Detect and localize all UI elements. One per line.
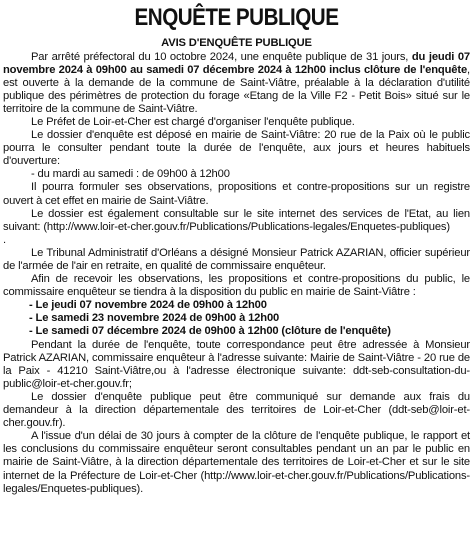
enquiry-dates: du jeudi 07 novembre 2024 à 09h00 au samedi 07 décembre 2024 à 12h00 inclus clôture de l'enquête	[3, 50, 470, 76]
notice-paragraph-communication: Le dossier d'enquête publique peut être communiqué sur demande aux frais du demandeur à la direction départementale des territoires de Loir-et-Cher (ddt-seb@loir-et-cher.gouv.fr).	[3, 390, 470, 430]
notice-paragraph-prefet: Le Préfet de Loir-et-Cher est chargé d'organiser l'enquête publique.	[31, 115, 355, 128]
notice-paragraph-internet-end: .	[3, 233, 6, 246]
intro-text: Par arrêté préfectoral du 10 octobre 2024, une enquête publique de 31 jours,	[31, 50, 412, 63]
notice-paragraph-correspondance: Pendant la durée de l'enquête, toute correspondance peut être adressée à Monsieur Patrick AZARIAN, commissaire enquêteur à l'adresse suivante: Mairie de Saint-Viâtre - 20 rue de la Paix - 41210 Saint-Viâtre,ou à l'adresse électronique suivante: ddt-seb-consultation-du-public@loir-et-cher.gouv.fr;	[3, 338, 470, 390]
notice-paragraph-dossier: Le dossier d'enquête est déposé en mairie de Saint-Viâtre: 20 rue de la Paix où le public pourra le consulter pendant toute la durée de l'enquête, aux jours et heures habituels d'ouverture:	[3, 129, 470, 168]
notice-paragraph-rapport: A l'issue d'un délai de 30 jours à compter de la clôture de l'enquête publique, le rapport et les conclusions du commissaire enquêteur seront consultables pendant un an par le public en mairie de Saint-Viâtre, à la direction départementale des territoires de Loir-et-Cher et sur le site internet de la Préfecture de Loir-et-Cher (http://www.loir-et-cher.gouv.fr/Publications/Publications-legales/Enquetes-publiques).	[3, 430, 470, 495]
notice-paragraph-internet: Le dossier est également consultable sur le site internet des services de l'Etat, au lien suivant: (http://www.loir-et-cher.gouv.fr/Publications/Publications-legales/Enquetes-publiques)	[3, 207, 470, 233]
notice-paragraph-permanences: Afin de recevoir les observations, les propositions et contre-propositions du public, le commissaire enquêteur se tiendra à la disposition du public en mairie de Saint-Viâtre :	[3, 273, 470, 299]
session-item: - Le jeudi 07 novembre 2024 de 09h00 à 12h00	[29, 299, 267, 312]
notice-subhead: AVIS D'ENQUÊTE PUBLIQUE	[161, 37, 312, 49]
notice-paragraph-commissaire: Le Tribunal Administratif d'Orléans a désigné Monsieur Patrick AZARIAN, officier supérieur de l'armée de l'air en retraite, en qualité de commissaire enquêteur.	[3, 246, 470, 272]
intro-text-end: , est ouverte à la demande de la commune de Saint-Viâtre, préalable à la déclaration d'utilité publique des périmètres de protection du forage «Etang de la Ville F2 - Petit Bois» situé sur le territoire de la commune de Saint-Viâtre.	[3, 63, 470, 115]
session-item: - Le samedi 07 décembre 2024 de 09h00 à 12h00 (clôture de l'enquête)	[29, 325, 391, 338]
session-list	[3, 299, 470, 338]
session-item: - Le samedi 23 novembre 2024 de 09h00 à 12h00	[29, 312, 280, 325]
notice-paragraph-registre: Il pourra formuler ses observations, propositions et contre-propositions sur un registre ouvert à cet effet en mairie de Saint-Viâtre.	[3, 181, 470, 207]
notice-paragraph-intro	[3, 51, 470, 116]
notice-opening-hours: - du mardi au samedi : de 09h00 à 12h00	[31, 168, 230, 181]
notice-headline: ENQUÊTE PUBLIQUE	[134, 4, 339, 31]
